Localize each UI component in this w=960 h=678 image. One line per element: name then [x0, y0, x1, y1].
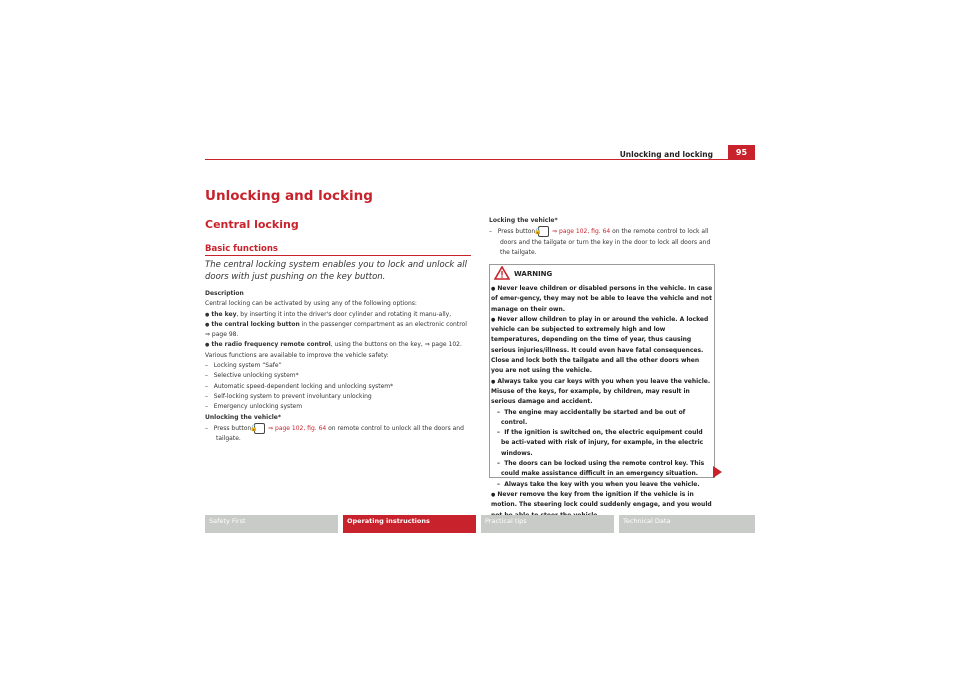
page-title: Unlocking and locking [205, 188, 373, 204]
unlock-key-icon: 🔓 [254, 423, 265, 434]
footer-tab-technical-data[interactable]: Technical Data [619, 515, 755, 533]
locking-page-link[interactable]: ⇒ page 102, fig. 64 [552, 228, 611, 236]
warning-body [491, 284, 713, 521]
footer-tab-practical-tips[interactable]: Practical tips [481, 515, 614, 533]
description-heading: Description [205, 290, 244, 297]
warning-item: ● Never remove the key from the ignition if the vehicle is in motion. The steering lock could suddenly engage, and you would [491, 490, 713, 521]
option-item: ● the central locking button in the passenger compartment as an electronic control ⇒ page 98. [205, 320, 473, 341]
warning-item: ● Always take you car keys with you when you leave the vehicle. Misuse of the keys, for example, by children, may result in serious damage and accident. [491, 377, 713, 408]
warning-item: ● Never leave children or disabled persons in the vehicle. In case of emer-gency, they may not be able to leave the vehicle and not manage on their own. [491, 284, 713, 315]
right-column [489, 216, 715, 258]
running-header-title: Unlocking and locking [619, 150, 713, 159]
various-intro: Various functions are available to improve the vehicle safety: [205, 351, 389, 359]
page-number: 95 [728, 145, 755, 160]
function-item: – Emergency unlocking system [205, 403, 303, 411]
warning-label: WARNING [514, 270, 553, 278]
locking-heading: Locking the vehicle* [489, 217, 558, 224]
continue-arrow-icon [713, 466, 722, 478]
footer-tab-operating-instructions[interactable]: Operating instructions [343, 515, 476, 533]
description-intro: Central locking can be activated by using any of the following options: [205, 300, 417, 308]
footer-tab-safety-first[interactable]: Safety First [205, 515, 338, 533]
function-item: – Self-locking system to prevent involuntary unlocking [205, 392, 372, 400]
locking-step: – Press button 🔒 ⇒ page 102, fig. 64 on the remote control to lock all doors and the tailgate or turn the key in the door to lock all doors and the tailgate. [489, 228, 711, 256]
section-title: Central locking [205, 218, 299, 231]
option-item: ● the radio frequency remote control, using the buttons on the key, ⇒ page 102. [205, 340, 473, 350]
function-item: – Locking system “Safe” [205, 362, 282, 370]
function-item: – Selective unlocking system* [205, 372, 299, 380]
subsection-rule [205, 255, 471, 256]
header-rule [205, 159, 728, 160]
unlocking-page-link[interactable]: ⇒ page 102, fig. 64 [268, 424, 327, 432]
warning-subitem: – The doors can be locked using the remote control key. This could make assistance difficult in an emergency situation. [497, 460, 705, 478]
left-column [205, 289, 473, 444]
option-item: ● the key, by inserting it into the driver's door cylinder and rotating it manu-ally, [205, 310, 473, 320]
warning-item: ● Never allow children to play in or around the vehicle. A locked vehicle can be subjected to extremely high and low temperatures, depending on the time of year, thus causing serious injuries/illness. It could even have fatal consequences. Close and lock both the tailgate and all the other doors when you are not using the vehicle. [491, 315, 713, 377]
lock-key-icon: 🔒 [538, 226, 549, 237]
subsection-title: Basic functions [205, 244, 278, 254]
unlocking-step: – Press button 🔓 ⇒ page 102, fig. 64 on remote control to unlock all the doors and tailgate. [205, 424, 464, 443]
warning-subitem: – If the ignition is switched on, the electric equipment could be acti-vated with risk of injury, for example, in the electric windows. [497, 429, 704, 457]
function-item: – Automatic speed-dependent locking and unlocking system* [205, 382, 394, 390]
lead-paragraph: The central locking system enables you to lock and unlock all doors with just pushing on the key button. [205, 260, 467, 282]
warning-subitem: – Always take the key with you when you leave the vehicle. [497, 480, 700, 488]
warning-triangle-icon [494, 266, 510, 280]
unlocking-heading: Unlocking the vehicle* [205, 413, 282, 421]
warning-subitem: – The engine may accidentally be started and be out of control. [497, 408, 686, 426]
